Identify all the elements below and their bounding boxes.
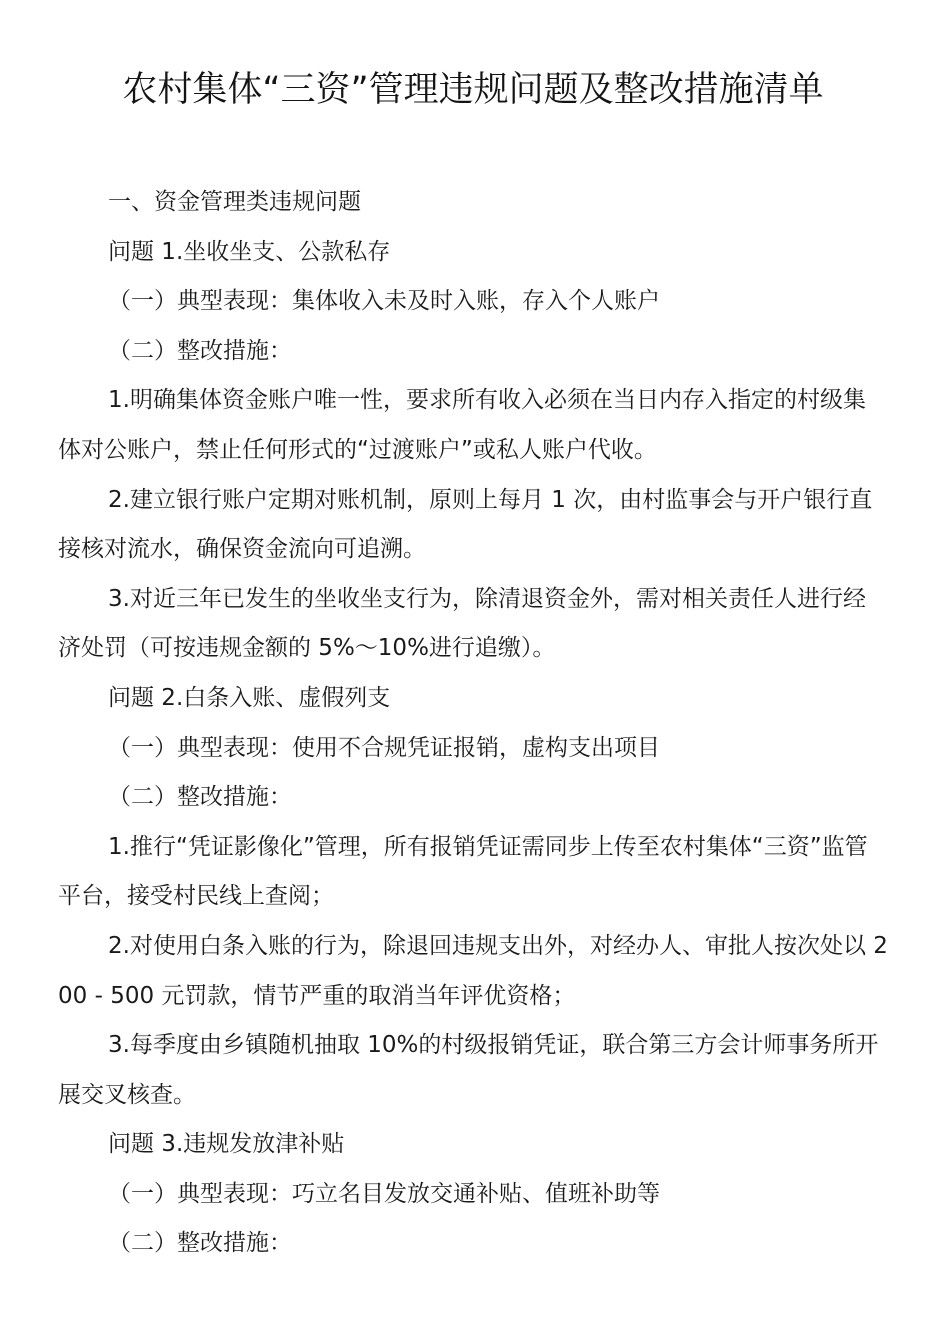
measure-item: 2.对使用白条入账的行为，除退回违规支出外，对经办人、审批人按次处以 200 - 500 元罚款，情节严重的取消当年评优资格；	[58, 932, 888, 1009]
issue-heading: 问题 2.白条入账、虚假列支	[108, 684, 391, 711]
measure-item: 1.明确集体资金账户唯一性，要求所有收入必须在当日内存入指定的村级集体对公账户，禁止任何形式的“过渡账户”或私人账户代收。	[58, 387, 866, 463]
section-heading: 一、资金管理类违规问题	[108, 189, 361, 215]
rectification-label: （二）整改措施：	[108, 337, 292, 364]
measure-item: 2.建立银行账户定期对账机制，原则上每月 1 次，由村监事会与开户银行直接核对流水，确保资金流向可追溯。	[58, 486, 873, 563]
issue-heading: 问题 1.坐收坐支、公款私存	[108, 238, 391, 265]
measure-item: 3.每季度由乡镇随机抽取 10%的村级报销凭证，联合第三方会计师事务所开展交叉核查。	[58, 1032, 879, 1108]
rectification-label: （二）整改措施：	[108, 1230, 292, 1257]
measure-item: 1.推行“凭证影像化”管理，所有报销凭证需同步上传至农村集体“三资”监管平台，接受村民线上查阅；	[58, 833, 868, 910]
typical-manifestation: （一）典型表现：集体收入未及时入账，存入个人账户	[108, 288, 660, 315]
issue-heading: 问题 3.违规发放津补贴	[108, 1131, 345, 1158]
typical-manifestation: （一）典型表现：巧立名目发放交通补贴、值班补助等	[108, 1180, 660, 1207]
typical-manifestation: （一）典型表现：使用不合规凭证报销，虚构支出项目	[108, 734, 660, 761]
document-body	[58, 178, 888, 1269]
document-title: 农村集体“三资”管理违规问题及整改措施清单	[122, 70, 824, 110]
rectification-label: （二）整改措施：	[108, 784, 292, 811]
measure-item: 3.对近三年已发生的坐收坐支行为，除清退资金外，需对相关责任人进行经济处罚（可按违规金额的 5%～10%进行追缴）。	[58, 585, 866, 662]
